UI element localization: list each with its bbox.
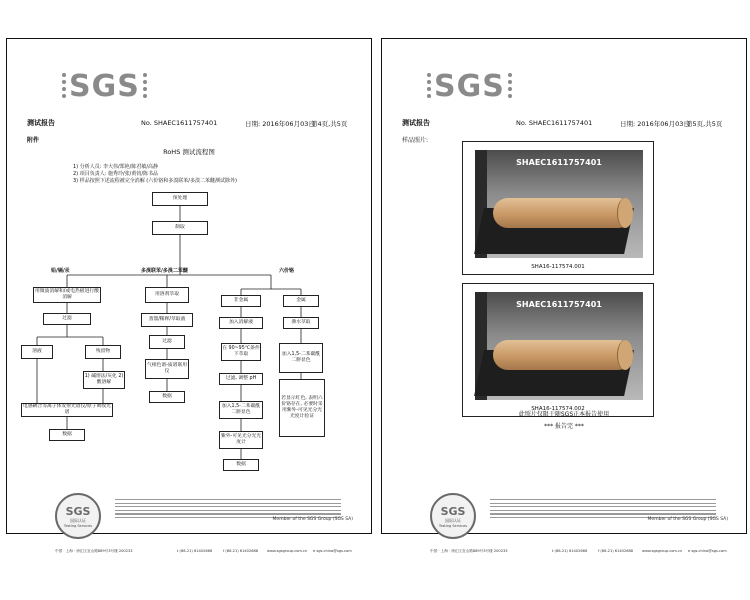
page-footer bbox=[7, 497, 371, 553]
sample-photos-label: 样品照片: bbox=[402, 137, 429, 144]
flow-step-data: 数据 bbox=[223, 459, 259, 471]
flow-step-solution: 溶液 bbox=[21, 345, 53, 359]
report-title: 测试报告 bbox=[27, 119, 55, 127]
sample-id-label: SHAEC1611757401 bbox=[516, 158, 602, 167]
group-label-cr6: 六价铬 bbox=[279, 268, 295, 274]
sgs-logo: SGS bbox=[69, 69, 140, 104]
sample-photo bbox=[475, 150, 643, 258]
footer-address: 中国 · 上海 · 徐汇区宜山路889号3号楼 200233 t (86-21) 61402666 f (86-21) 61402688 www.sgsgroup.com.cn e sgs.china@sgs.com bbox=[430, 549, 727, 553]
note-line: 3) 样品按照下述流程被完全消解 (六价铬和多溴联苯/多溴二苯醚测试除外) bbox=[73, 178, 237, 185]
flow-step-filter: 过滤 bbox=[43, 313, 91, 325]
flow-step-filter: 过滤 bbox=[149, 335, 185, 349]
flow-step-add-reagent: 加入1,5-二苯碳酰二肼显色 bbox=[219, 401, 263, 419]
flow-step-icp-aas: 电感耦合等离子体发射光谱仪/原子吸收光谱 bbox=[21, 403, 113, 417]
report-date: 日期: 2016年06月03日 bbox=[620, 120, 690, 128]
flow-step-data: 数据 bbox=[149, 391, 185, 403]
sample-photo-frame bbox=[462, 283, 654, 417]
report-number: No. SHAEC1611757401 bbox=[516, 119, 593, 127]
report-header bbox=[402, 118, 726, 130]
flow-step-sampling: 制取 bbox=[152, 221, 208, 235]
flow-step-nonmetal: 非金属 bbox=[221, 295, 261, 307]
flow-step-concentrate: 蒸馏/稀释/萃取液 bbox=[141, 313, 193, 327]
flow-step-add-reagent: 加入1,5-二苯碳酰二肼显色 bbox=[279, 343, 323, 373]
page-number: 第5页,共5页 bbox=[686, 120, 723, 128]
sgs-logo: SGS bbox=[434, 69, 505, 104]
group-label-pbb-pbde: 多溴联苯/多溴二苯醚 bbox=[141, 268, 188, 274]
note-line: 1) 分析人员: 李大伟/郑艳/陈君敏/高静 bbox=[73, 164, 159, 170]
photo-caption: SHA16-117574.001 bbox=[531, 264, 585, 270]
group-label-heavy-metals: 铅/镉/汞 bbox=[51, 268, 70, 274]
report-date: 日期: 2016年06月03日 bbox=[245, 120, 315, 128]
report-number: No. SHAEC1611757401 bbox=[141, 119, 218, 127]
member-of-sgs: Member of the SGS Group (SGS SA) bbox=[647, 517, 728, 522]
sample-photo bbox=[475, 292, 643, 400]
flow-step-acid-digest: 用微波消解和/或电热板进行酸消解 bbox=[33, 287, 101, 303]
report-title: 测试报告 bbox=[402, 119, 430, 127]
report-page-5 bbox=[381, 38, 747, 553]
flow-step-filter-ph: 过滤, 调整 pH bbox=[219, 373, 263, 385]
report-end-marker: *** 报告完 *** bbox=[544, 423, 584, 430]
attachment-label: 附件 bbox=[27, 137, 40, 144]
flow-step-uv-vis: 紫外-可见光分光光度计 bbox=[219, 431, 263, 449]
page-number: 第4页,共5页 bbox=[311, 120, 348, 128]
flow-step-spot-test: 若显示红色, 表明六价铬存在, 必要时采用紫外-可见光分光光度计验证 bbox=[279, 379, 325, 437]
flow-step-boil-extract: 沸水萃取 bbox=[283, 317, 319, 329]
sgs-seal: SGS 国际认证 Testing Services bbox=[55, 493, 101, 539]
sample-id-label: SHAEC1611757401 bbox=[516, 300, 602, 309]
page-footer bbox=[382, 497, 746, 553]
flow-step-solvent-extract: 用溶剂萃取 bbox=[145, 287, 189, 303]
footer-address: 中国 · 上海 · 徐汇区宜山路889号3号楼 200233 t (86-21) 61402666 f (86-21) 61402688 www.sgsgroup.com.cn e sgs.china@sgs.com bbox=[55, 549, 352, 553]
flow-step-data: 数据 bbox=[49, 429, 85, 441]
flow-step-gcms: 气相色谱-质谱联用仪 bbox=[145, 359, 189, 379]
sgs-seal: SGS 国际认证 Testing Services bbox=[430, 493, 476, 539]
photo-caption: SHA16-117574.002 bbox=[531, 406, 585, 412]
flow-step-heat-extract: 在 90~95℃条件下萃取 bbox=[221, 343, 261, 361]
flow-step-add-digest-solution: 加入消解液 bbox=[219, 317, 263, 329]
flowchart-title: RoHS 测试流程图 bbox=[163, 148, 215, 156]
note-line: 2) 项目负责人: 施秀玲/张/黄钧/陈书品 bbox=[73, 171, 159, 178]
report-page-4 bbox=[6, 38, 372, 553]
sample-photo-frame bbox=[462, 141, 654, 275]
flow-step-residue: 残留物 bbox=[85, 345, 121, 359]
flow-step-metal: 金属 bbox=[283, 295, 319, 307]
flow-step-pretreat: 预处理 bbox=[152, 192, 208, 206]
photo-usage-note: 此照片仅限于随SGS正本报告使用 bbox=[518, 411, 610, 418]
member-of-sgs: Member of the SGS Group (SGS SA) bbox=[272, 517, 353, 522]
flow-step-alkali-fusion: 1) 碱熔法/灰化 2) 酸溶解 bbox=[83, 371, 125, 389]
